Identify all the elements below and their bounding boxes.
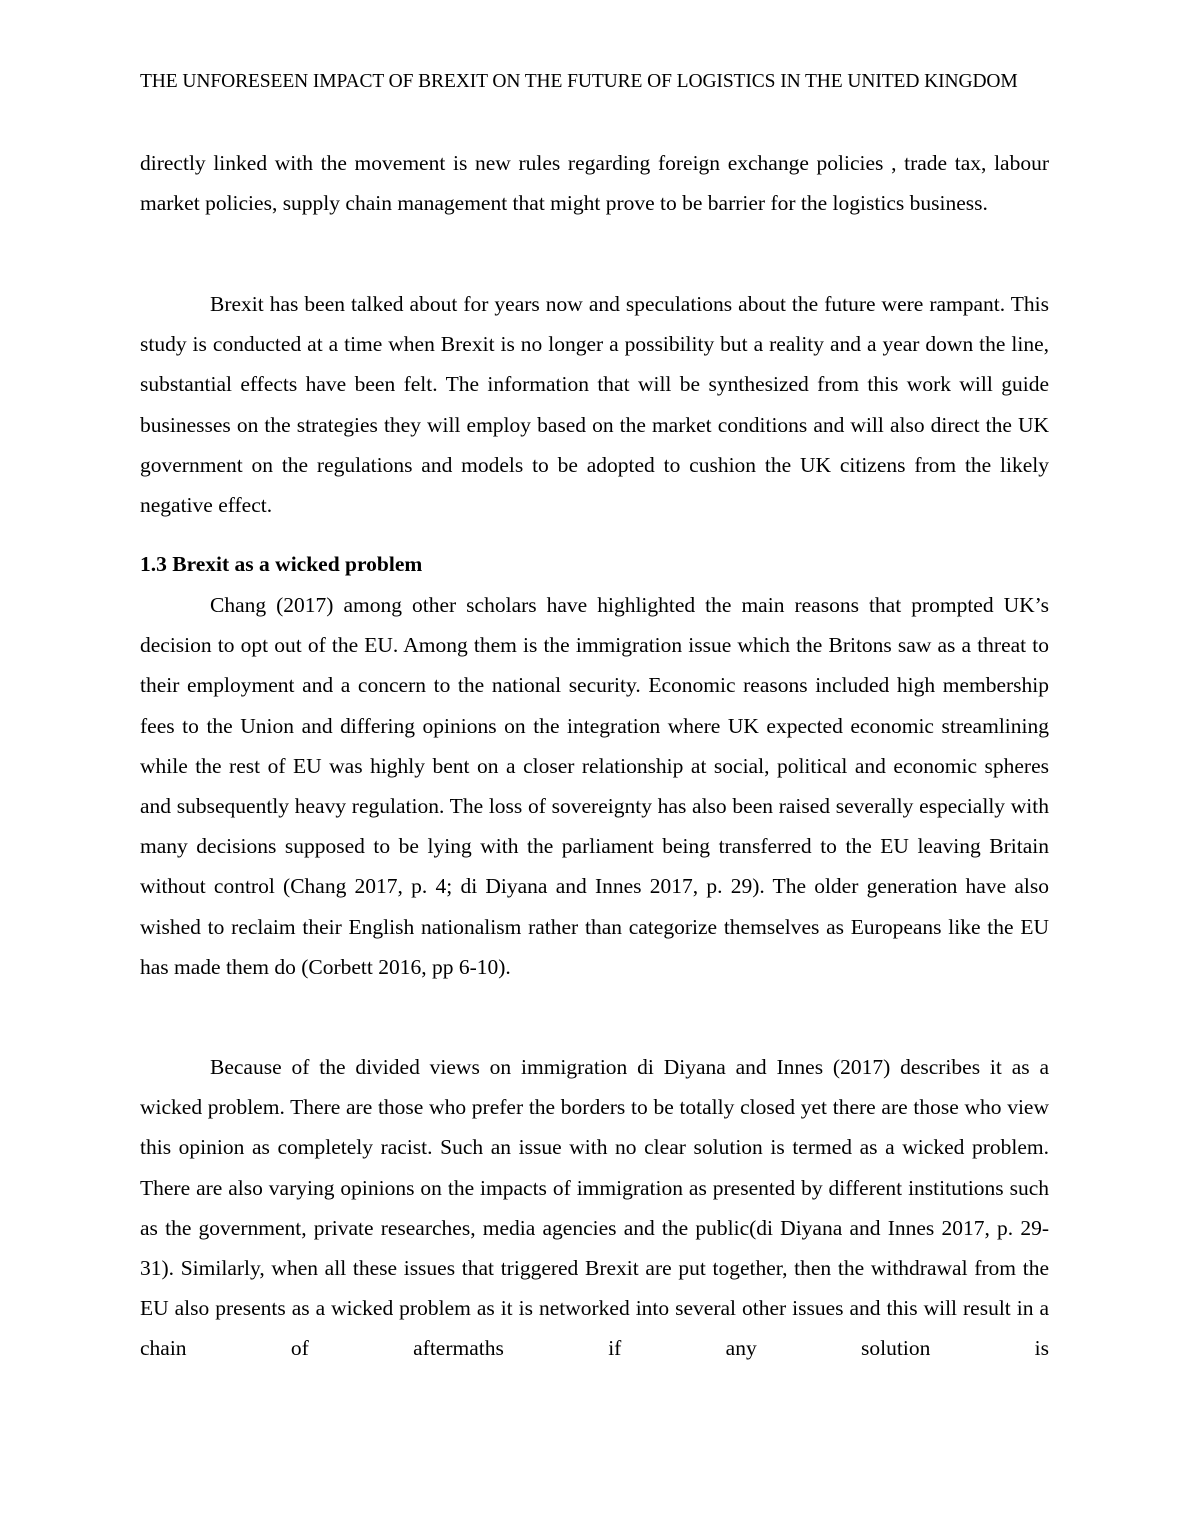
document-page (140, 0, 1049, 1540)
section-heading: 1.3 Brexit as a wicked problem (140, 552, 423, 576)
running-head: THE UNFORESEEN IMPACT OF BREXIT ON THE FUTURE OF LOGISTICS IN THE UNITED KINGDOM (140, 71, 1018, 92)
body-paragraph-reasons: Chang (2017) among other scholars have highlighted the main reasons that prompted UK’s decision to opt out of the EU. Among them is the immigration issue which the Britons saw as a threat to their employment and a concern to the national security. Economic reasons included high membership fees to the Union and differing opinions on the integration where UK expected economic streamlining while the rest of EU was highly bent on a closer relationship at social, political and economic spheres and subsequently heavy regulation. The loss of sovereignty has also been raised severally especially with many decisions supposed to be lying with the parliament being transferred to the EU leaving Britain without control (Chang 2017, p. 4; di Diyana and Innes 2017, p. 29). The older generation have also wished to reclaim their English nationalism rather than categorize themselves as Europeans like the EU has made them do (Corbett 2016, pp 6-10). (140, 593, 1049, 979)
body-paragraph-continued: directly linked with the movement is new rules regarding foreign exchange policies , trade tax, labour market policies, supply chain management that might prove to be barrier for the logistics business. (140, 151, 1049, 216)
body-paragraph-brexit-study: Brexit has been talked about for years now and speculations about the future were rampant. This study is conducted at a time when Brexit is no longer a possibility but a reality and a year down the line, substantial effects have been felt. The information that will be synthesized from this work will guide businesses on the strategies they will employ based on the market conditions and will also direct the UK government on the regulations and models to be adopted to cushion the UK citizens from the likely negative effect. (140, 292, 1049, 518)
body-paragraph-wicked-problem: Because of the divided views on immigration di Diyana and Innes (2017) describes it as a wicked problem. There are those who prefer the borders to be totally closed yet there are those who view this opinion as completely racist. Such an issue with no clear solution is termed as a wicked problem. There are also varying opinions on the impacts of immigration as presented by different institutions such as the government, private researches, media agencies and the public(di Diyana and Innes 2017, p. 29-31). Similarly, when all these issues that triggered Brexit are put together, then the withdrawal from the EU also presents as a wicked problem as it is networked into several other issues and this will result in a chain of aftermaths if any solution is (140, 1055, 1049, 1361)
